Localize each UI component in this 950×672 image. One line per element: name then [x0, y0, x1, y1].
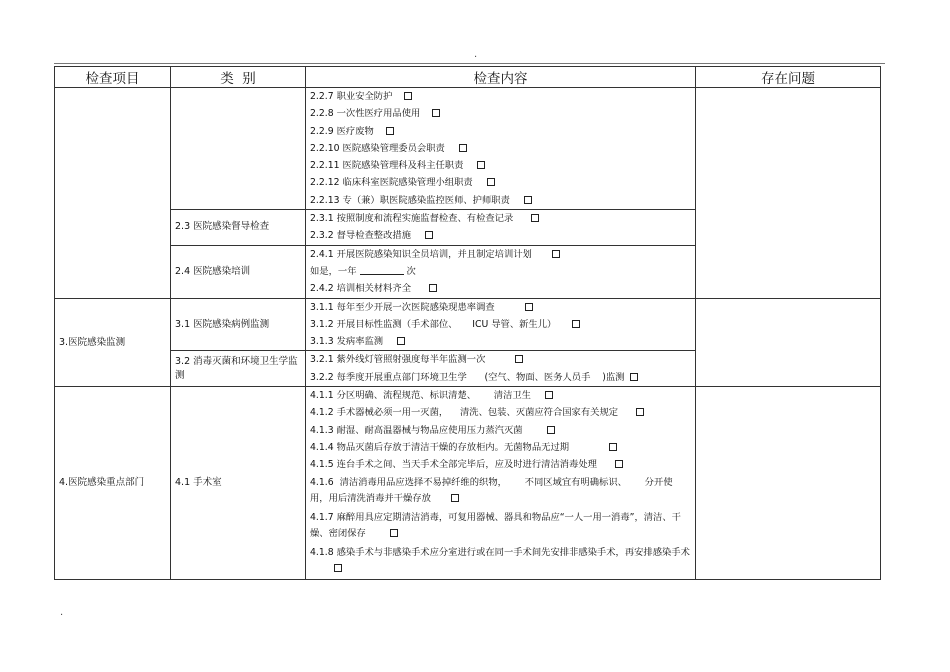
list-item: 4.1.5 连台手术之间、当天手术全部完毕后，应及时进行清洁消毒处理: [310, 456, 691, 473]
list-item: 3.1.1 每年至少开展一次医院感染现患率调查: [310, 299, 691, 316]
content-cell: [306, 245, 696, 298]
checkbox[interactable]: [545, 391, 553, 399]
header-category: 类 别: [171, 67, 306, 88]
content-cell: [306, 387, 696, 579]
header-item: 检查项目: [55, 67, 171, 88]
list-item: 2.4.2 培训相关材料齐全: [310, 280, 691, 297]
list-item: 2.3.1 按照制度和流程实施监督检查、有检查记录: [310, 210, 691, 227]
table-row: [55, 298, 881, 351]
checkbox[interactable]: [432, 109, 440, 117]
checkbox[interactable]: [515, 355, 523, 363]
checkbox[interactable]: [552, 250, 560, 258]
count-blank[interactable]: [360, 265, 404, 275]
list-item: 3.2.1 紫外线灯管照射强度每半年监测一次: [310, 351, 691, 368]
list-item: 4.1.7 麻醉用具应定期清洁消毒，可复用器械、器具和物品应“一人一用一消毒”，清洁、干燥、密闭保存: [310, 511, 681, 540]
header-problem: 存在问题: [696, 67, 881, 88]
inspection-table: [54, 66, 881, 580]
page-header-rule: [54, 63, 885, 64]
checkbox[interactable]: [397, 337, 405, 345]
checkbox[interactable]: [609, 443, 617, 451]
checkbox[interactable]: [525, 303, 533, 311]
checkbox[interactable]: [390, 529, 398, 537]
content-cell: [306, 88, 696, 210]
category-cell: 3.2 消毒灭菌和环境卫生学监测: [171, 351, 306, 387]
checkbox[interactable]: [615, 460, 623, 468]
checkbox[interactable]: [524, 196, 532, 204]
checkbox[interactable]: [531, 214, 539, 222]
category-cell: 2.3 医院感染督导检查: [171, 210, 306, 246]
content-cell: [306, 210, 696, 246]
list-item: 2.2.11 医院感染管理科及科主任职责: [310, 157, 691, 174]
header-content: 检查内容: [306, 67, 696, 88]
section-title: [55, 88, 171, 299]
list-item: 4.1.3 耐湿、耐高温器械与物品应使用压力蒸汽灭菌: [310, 422, 691, 439]
category-cell: 2.4 医院感染培训: [171, 245, 306, 298]
list-item: 2.3.2 督导检查整改措施: [310, 227, 691, 244]
problem-cell[interactable]: [696, 88, 881, 299]
checkbox[interactable]: [572, 320, 580, 328]
checkbox[interactable]: [630, 373, 638, 381]
list-item: 4.1.4 物品灭菌后存放于清洁干燥的存放柜内。无菌物品无过期: [310, 439, 691, 456]
category-cell: 4.1 手术室: [171, 387, 306, 579]
checkbox[interactable]: [451, 494, 459, 502]
checkbox[interactable]: [487, 178, 495, 186]
page-mark-bottom: .: [60, 607, 64, 618]
section-title: 4.医院感染重点部门: [55, 387, 171, 579]
problem-cell[interactable]: [696, 387, 881, 579]
list-item: 4.1.2 手术器械必须一用一灭菌， 清洗、包装、灭菌应符合国家有关规定: [310, 404, 691, 421]
checkbox[interactable]: [404, 92, 412, 100]
list-item: 如是，一年 次: [310, 265, 416, 277]
list-item: 4.1.1 分区明确、流程规范、标识清楚、 清洁卫生: [310, 387, 691, 404]
table-row: [55, 88, 881, 210]
page-mark-top: .: [474, 49, 478, 60]
content-cell: [306, 351, 696, 387]
table-row: [55, 387, 881, 579]
list-item: 3.2.2 每季度开展重点部门环境卫生学 (空气、物面、医务人员手 )监测: [310, 369, 691, 386]
list-item: 3.1.2 开展目标性监测（手术部位、 ICU 导管、新生儿）: [310, 316, 691, 333]
list-item: 2.2.12 临床科室医院感染管理小组职责: [310, 174, 691, 191]
header-row: [55, 67, 881, 88]
checkbox[interactable]: [636, 408, 644, 416]
checkbox[interactable]: [459, 144, 467, 152]
list-item: 2.2.8 一次性医疗用品使用: [310, 105, 691, 122]
list-item: 4.1.8 感染手术与非感染手术应分室进行或在同一手术间先安排非感染手术，再安排感染手术: [310, 544, 691, 579]
checkbox[interactable]: [547, 426, 555, 434]
category-cell: [171, 88, 306, 210]
checkbox[interactable]: [477, 161, 485, 169]
checkbox[interactable]: [429, 284, 437, 292]
checkbox[interactable]: [386, 127, 394, 135]
list-item: 2.2.10 医院感染管理委员会职责: [310, 140, 691, 157]
list-item: 4.1.6 清洁消毒用品应选择不易掉纤维的织物， 不同区域宜有明确标识、 分开使用，用后清洗消毒并干燥存放: [310, 476, 673, 505]
list-item: 2.4.1 开展医院感染知识全员培训，并且制定培训计划: [310, 246, 691, 263]
section-title: 3.医院感染监测: [55, 298, 171, 386]
list-item: 2.2.7 职业安全防护: [310, 88, 691, 105]
content-cell: [306, 298, 696, 351]
category-cell: 3.1 医院感染病例监测: [171, 298, 306, 351]
list-item: 2.2.9 医疗废物: [310, 123, 691, 140]
list-item: 2.2.13 专（兼）职医院感染监控医师、护师职责: [310, 192, 691, 209]
checkbox[interactable]: [425, 231, 433, 239]
checkbox[interactable]: [334, 564, 342, 572]
list-item: 3.1.3 发病率监测: [310, 333, 691, 350]
problem-cell[interactable]: [696, 298, 881, 386]
